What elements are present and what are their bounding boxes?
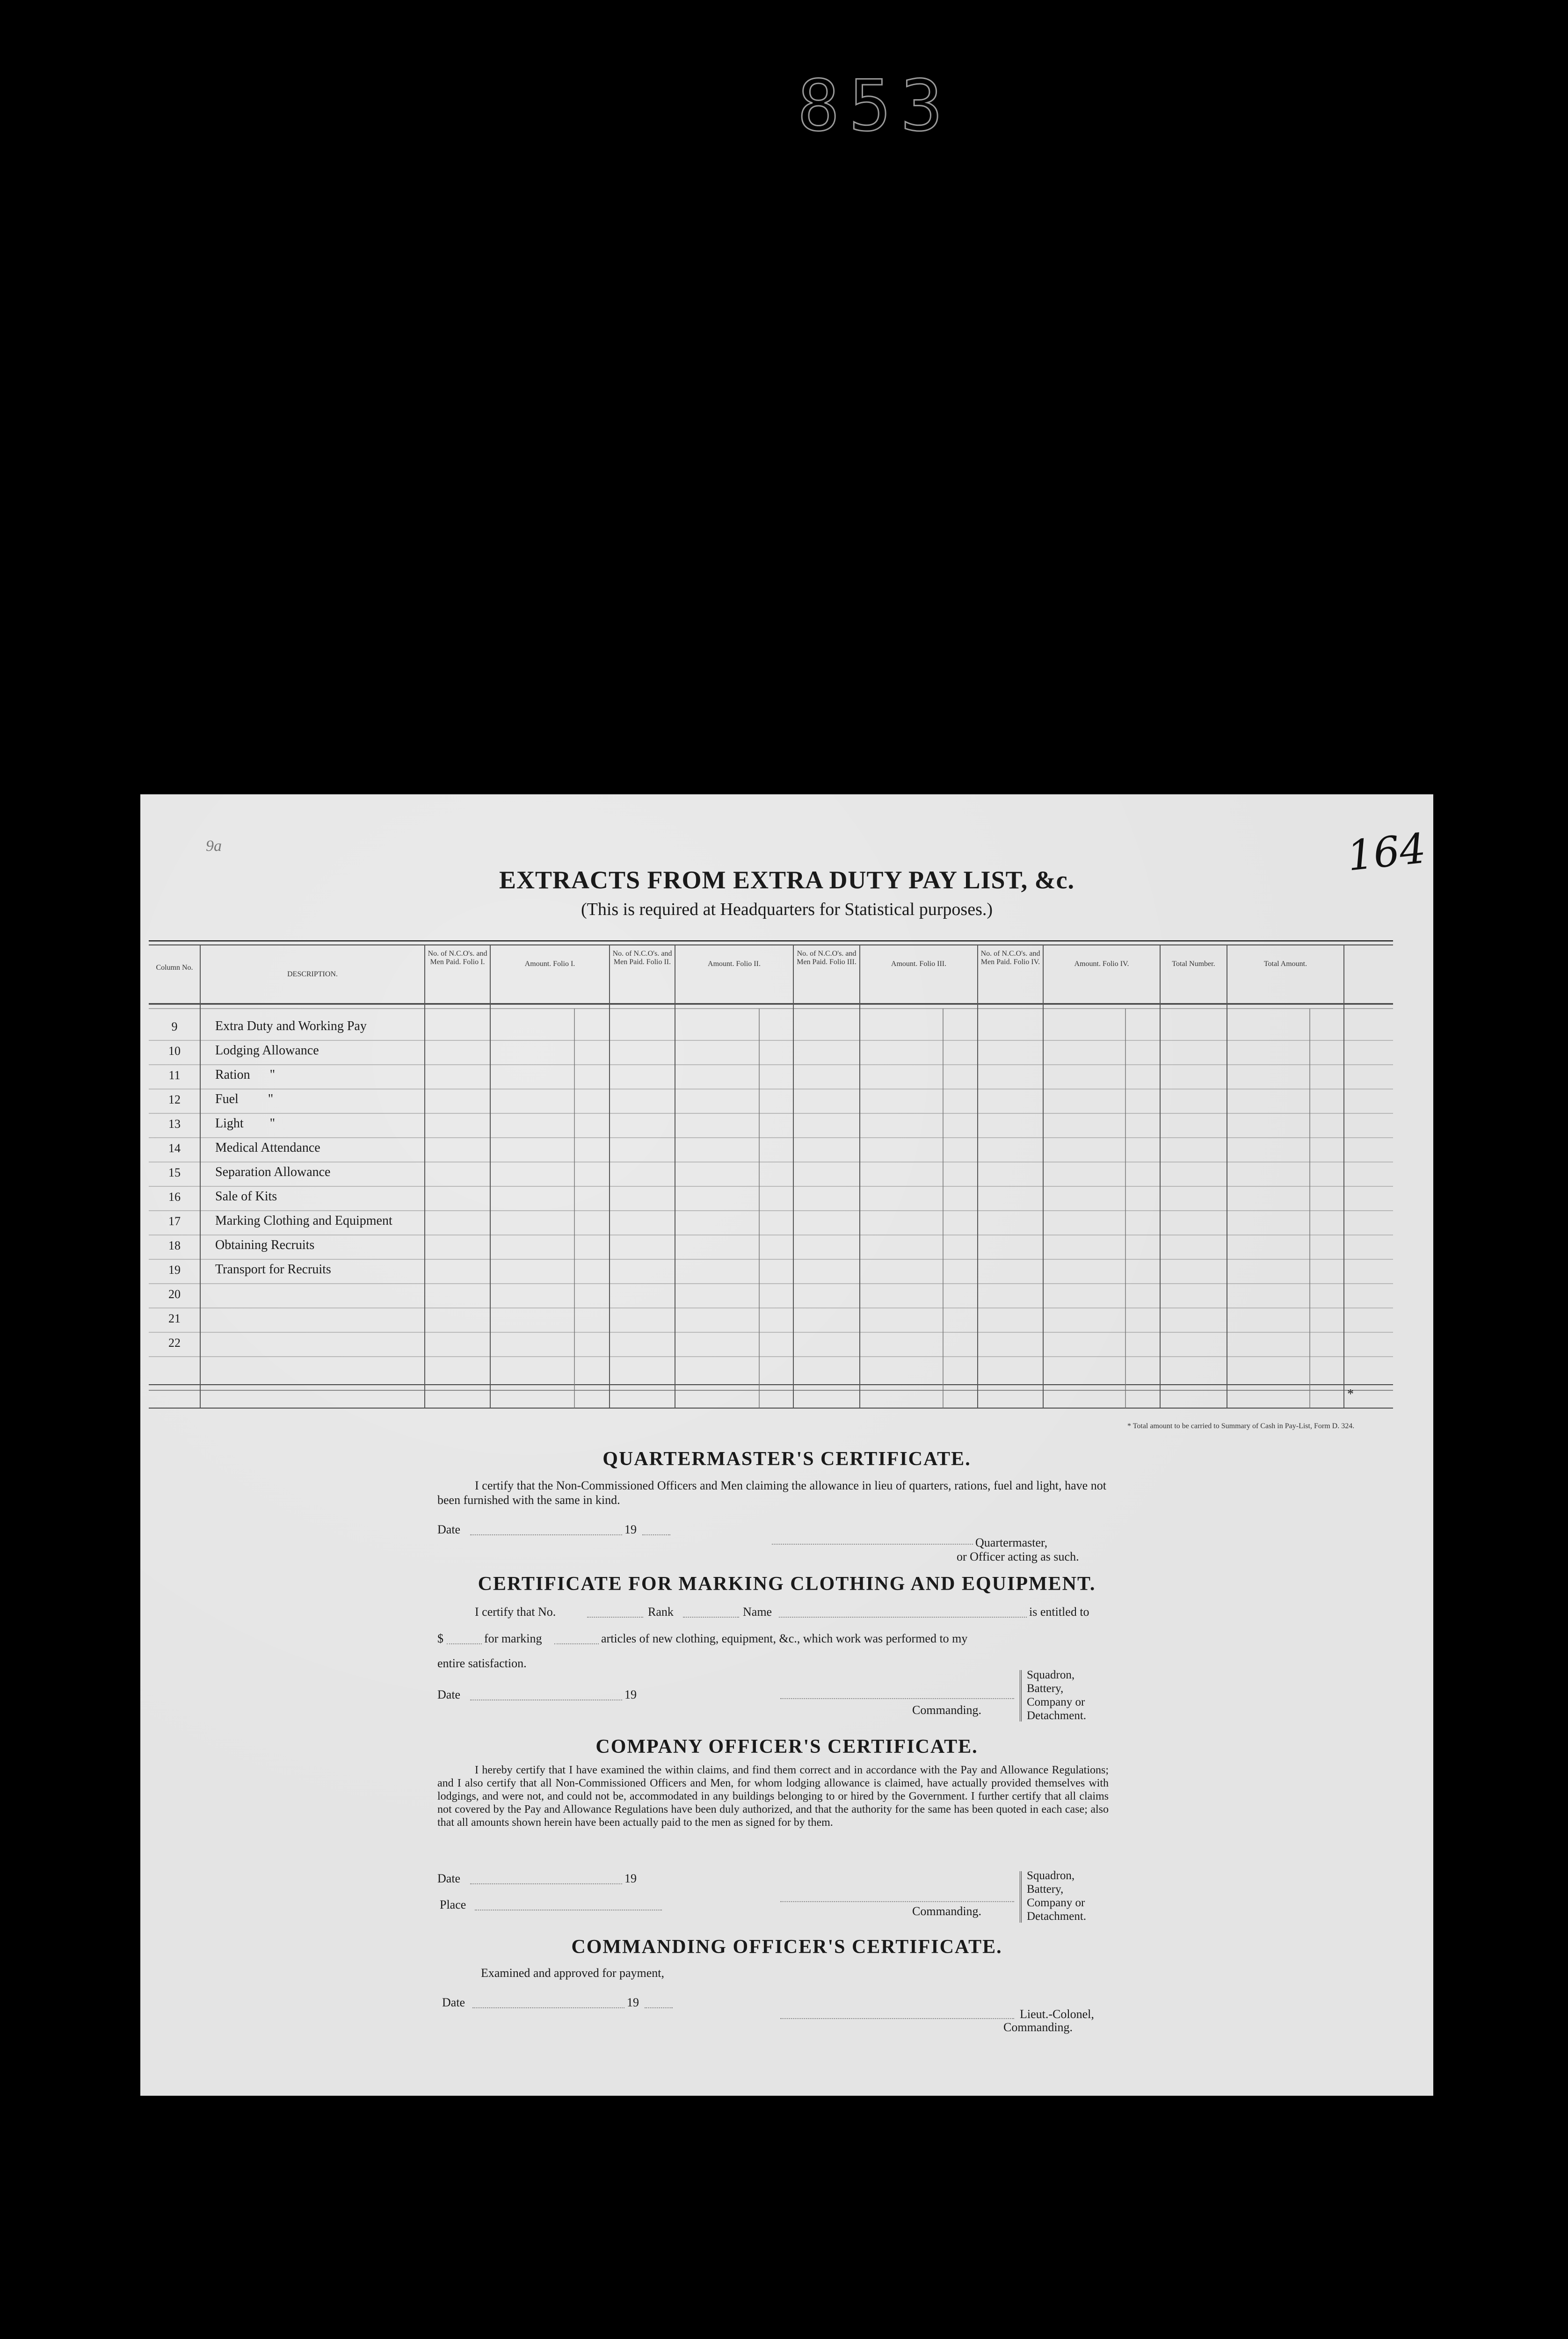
header-no-folio-4: No. of N.C.O's. and Men Paid. Folio IV. xyxy=(980,950,1040,966)
quartermaster-signature-line xyxy=(772,1544,973,1545)
total-marker: * xyxy=(1347,1387,1354,1402)
marking-certificate-title: CERTIFICATE FOR MARKING CLOTHING AND EQUIPMENT. xyxy=(478,1573,1096,1595)
header-total-amount: Total Amount. xyxy=(1263,960,1307,968)
commanding-signature-line xyxy=(780,2018,1014,2019)
row-number: 21 xyxy=(168,1312,181,1325)
form-subtitle: (This is required at Headquarters for Statistical purposes.) xyxy=(581,900,993,919)
company-place-label: Place xyxy=(440,1898,466,1911)
extra-duty-table xyxy=(149,940,1393,1413)
unit-brace xyxy=(1020,1871,1022,1923)
marking-line1-d: is entitled to xyxy=(1029,1605,1089,1619)
row-description: Transport for Recruits xyxy=(215,1262,331,1277)
row-description: Light " xyxy=(215,1116,276,1131)
marking-commanding: Commanding. xyxy=(912,1703,982,1717)
header-amount-folio-2: Amount. Folio II. xyxy=(708,960,761,968)
unit-company: Company or xyxy=(1027,1896,1085,1909)
date-line xyxy=(470,1883,622,1884)
header-no-folio-1: No. of N.C.O's. and Men Paid. Folio I. xyxy=(428,950,487,966)
company-officer-certificate-title: COMPANY OFFICER'S CERTIFICATE. xyxy=(595,1736,978,1758)
quartermaster-sign-subtitle: or Officer acting as such. xyxy=(957,1550,1079,1563)
company-commanding: Commanding. xyxy=(912,1904,982,1918)
page-mark: 9a xyxy=(206,837,222,855)
commanding-officer-certificate-body: Examined and approved for payment, xyxy=(481,1966,665,1980)
marking-date-label: Date xyxy=(437,1688,461,1701)
marking-line2-b: for marking xyxy=(484,1632,542,1645)
row-description: Marking Clothing and Equipment xyxy=(215,1213,392,1228)
rank-line xyxy=(683,1617,739,1618)
name-line xyxy=(779,1617,1027,1618)
table-footnote: * Total amount to be carried to Summary of Cash in Pay-List, Form D. 324. xyxy=(1127,1422,1355,1430)
quartermaster-certificate-title: QUARTERMASTER'S CERTIFICATE. xyxy=(603,1448,971,1470)
unit-company: Company or xyxy=(1027,1696,1085,1708)
header-total-number: Total Number. xyxy=(1172,960,1215,968)
unit-brace xyxy=(1020,1670,1022,1722)
form-title: EXTRACTS FROM EXTRA DUTY PAY LIST, &c. xyxy=(499,866,1075,894)
row-description: Ration " xyxy=(215,1068,276,1082)
header-description: DESCRIPTION. xyxy=(287,970,338,978)
company-officer-certificate-body: I hereby certify that I have examined the within claims, and find them correct and in accordance with the Pay and Allowance Regulations; and I also certify that all Non-Commissioned Officers and Men, for whom lodging allowance is claimed, have actually provided themselves with lodgings, and were not, and could not be, accommodated in any buildings belonging to or hired by the Government. I further certify that all claims not covered by the Pay and Allowance Regulations have been duly authorized, and that the authority for the same has been quoted in each case; also that all amounts shown herein have been actually paid to the men as signed for by them. xyxy=(437,1764,1109,1829)
marking-line1-a: I certify that No. xyxy=(475,1605,556,1619)
commanding-year: 19 xyxy=(627,1996,639,2009)
marking-line1-b: Rank xyxy=(648,1605,674,1619)
row-description: Fuel " xyxy=(215,1092,274,1106)
year-line xyxy=(645,2007,673,2008)
row-number: 20 xyxy=(168,1287,181,1301)
row-number: 12 xyxy=(168,1093,181,1106)
number-line xyxy=(587,1617,643,1618)
row-number: 22 xyxy=(168,1336,181,1350)
row-number: 15 xyxy=(168,1166,181,1179)
marking-dollar-sign: $ xyxy=(437,1632,443,1645)
row-description: Sale of Kits xyxy=(215,1189,277,1204)
row-number: 19 xyxy=(168,1263,181,1277)
quartermaster-sign-title: Quartermaster, xyxy=(975,1536,1048,1549)
row-number: 14 xyxy=(168,1141,181,1155)
articles-line xyxy=(554,1643,599,1644)
marking-line1-c: Name xyxy=(743,1605,772,1619)
row-description: Obtaining Recruits xyxy=(215,1238,315,1252)
header-no-folio-2: No. of N.C.O's. and Men Paid. Folio II. xyxy=(612,950,672,966)
header-amount-folio-1: Amount. Folio I. xyxy=(524,960,575,968)
company-date-label: Date xyxy=(437,1872,461,1885)
folio-number-handwritten: 164 xyxy=(1345,824,1428,880)
marking-year: 19 xyxy=(624,1688,637,1701)
row-number: 11 xyxy=(168,1068,181,1082)
quartermaster-date-label: Date xyxy=(437,1523,461,1536)
quartermaster-year: 19 xyxy=(624,1523,637,1536)
unit-detachment: Detachment. xyxy=(1027,1910,1087,1923)
row-description: Lodging Allowance xyxy=(215,1043,319,1058)
row-number: 18 xyxy=(168,1239,181,1252)
marking-line2-c: articles of new clothing, equipment, &c., which work was performed to my xyxy=(601,1632,968,1645)
unit-battery: Battery, xyxy=(1027,1883,1064,1896)
row-description: Separation Allowance xyxy=(215,1165,331,1179)
header-amount-folio-4: Amount. Folio IV. xyxy=(1074,960,1129,968)
row-number: 10 xyxy=(168,1044,181,1058)
commanding-sign-title: Lieut.-Colonel, xyxy=(1020,2007,1094,2021)
marking-unit-list xyxy=(1027,1668,1086,1722)
unit-squadron: Squadron, xyxy=(1027,1869,1075,1882)
commanding-sign-subtitle: Commanding. xyxy=(1003,2020,1073,2034)
row-number: 16 xyxy=(168,1190,181,1204)
amount-line xyxy=(447,1643,482,1644)
table-grid xyxy=(149,940,1393,1413)
commanding-officer-certificate-title: COMMANDING OFFICER'S CERTIFICATE. xyxy=(571,1936,1002,1958)
date-line xyxy=(470,1534,622,1535)
header-no-folio-3: No. of N.C.O's. and Men Paid. Folio III. xyxy=(797,950,857,966)
unit-detachment: Detachment. xyxy=(1027,1709,1087,1722)
date-line xyxy=(472,2007,624,2008)
row-number: 13 xyxy=(168,1117,181,1131)
row-number: 9 xyxy=(171,1020,178,1033)
company-signature-line xyxy=(780,1901,1014,1902)
company-unit-list xyxy=(1027,1869,1086,1923)
frame-number: 853 xyxy=(797,65,952,147)
quartermaster-certificate-body: I certify that the Non-Commissioned Officers and Men claiming the allowance in lieu of quarters, rations, fuel and light, have not been furnished with the same in kind. xyxy=(437,1479,1106,1507)
commanding-date-label: Date xyxy=(442,1996,465,2009)
row-description: Extra Duty and Working Pay xyxy=(215,1019,367,1033)
company-year: 19 xyxy=(624,1872,637,1885)
marking-signature-line xyxy=(780,1698,1014,1699)
header-column-no: Column No. xyxy=(156,964,193,972)
unit-battery: Battery, xyxy=(1027,1682,1064,1695)
marking-line3: entire satisfaction. xyxy=(437,1656,527,1670)
row-number: 17 xyxy=(168,1214,181,1228)
header-amount-folio-3: Amount. Folio III. xyxy=(891,960,947,968)
year-line xyxy=(642,1534,670,1535)
row-description: Medical Attendance xyxy=(215,1140,320,1155)
unit-squadron: Squadron, xyxy=(1027,1669,1075,1681)
